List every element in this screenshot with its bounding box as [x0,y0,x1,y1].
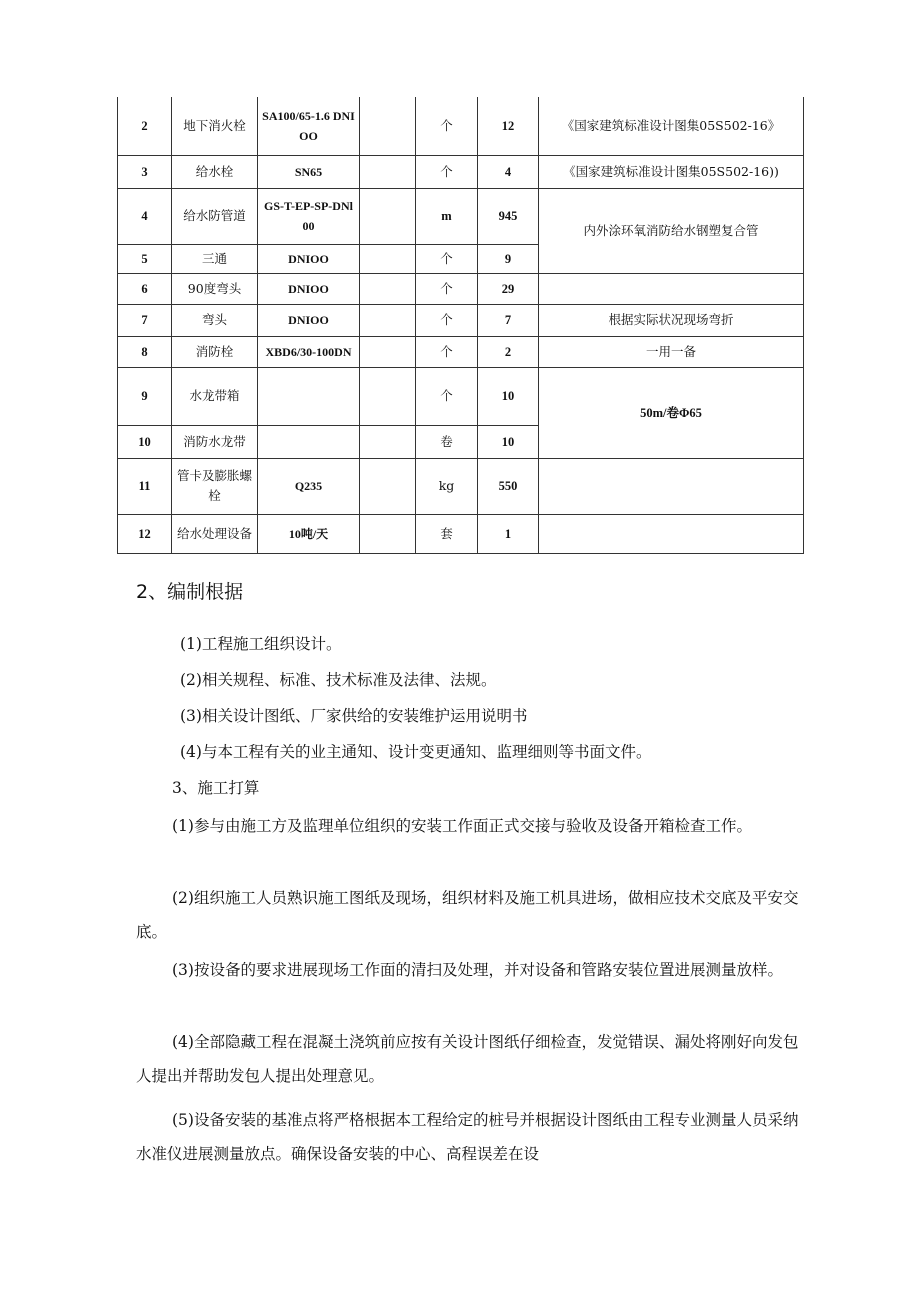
row-no: 5 [118,244,172,273]
row-no: 6 [118,273,172,304]
list-item: (3)按设备的要求进展现场工作面的清扫及处理，并对设备和管路安装位置进展测量放样。 [172,961,783,979]
row-unit: 个 [416,273,478,304]
list-item: (4)全部隐藏工程在混凝土浇筑前应按有关设计图纸仔细检查，发觉错误、漏处将刚好向发包人提出并帮助发包人提出处理意见。 [136,1033,799,1085]
table-row [118,458,804,514]
row-name: 管卡及膨胀螺栓 [172,458,258,514]
row-qty: 4 [478,155,539,188]
row-no: 2 [118,97,172,155]
row-empty [360,244,416,273]
row-spec: SA100/65-1.6 DNIOO [258,97,360,155]
row-empty [360,367,416,425]
row-empty [360,425,416,458]
table-row [118,514,804,553]
row-no: 7 [118,304,172,336]
row-name: 弯头 [172,304,258,336]
row-name: 地下消火栓 [172,97,258,155]
table-row [118,273,804,304]
row-spec: GS-T-EP-SP-DNl 00 [258,188,360,244]
row-spec: Q235 [258,458,360,514]
row-note [539,514,804,553]
list-item: (2)组织施工人员熟识施工图纸及现场，组织材料及施工机具进场，做相应技术交底及平安交底。 [136,889,799,941]
row-no: 3 [118,155,172,188]
row-name: 三通 [172,244,258,273]
row-qty: 10 [478,367,539,425]
row-no: 11 [118,458,172,514]
row-spec: DNIOO [258,244,360,273]
table-row [118,367,804,425]
row-unit: m [416,188,478,244]
row-unit: 个 [416,97,478,155]
row-unit: 个 [416,336,478,367]
row-unit: 套 [416,514,478,553]
row-note [539,458,804,514]
row-note: 内外涂环氧消防给水钢塑复合管 [539,188,804,273]
row-name: 消防栓 [172,336,258,367]
row-spec: XBD6/30-100DN [258,336,360,367]
row-no: 9 [118,367,172,425]
row-empty [360,155,416,188]
row-note: 根据实际状况现场弯折 [539,304,804,336]
row-qty: 9 [478,244,539,273]
row-no: 12 [118,514,172,553]
list-item: (4)与本工程有关的业主通知、设计变更通知、监理细则等书面文件。 [180,743,652,761]
row-spec: 10吨/天 [258,514,360,553]
row-unit: 卷 [416,425,478,458]
row-qty: 12 [478,97,539,155]
equipment-table [117,97,804,554]
row-name: 给水处理设备 [172,514,258,553]
row-note: 《国家建筑标准设计图集05S502-16》 [539,97,804,155]
row-qty: 550 [478,458,539,514]
row-name: 消防水龙带 [172,425,258,458]
list-item: (1)参与由施工方及监理单位组织的安装工作面正式交接与验收及设备开箱检查工作。 [172,817,752,835]
row-note: 《国家建筑标准设计图集05S502-16)) [539,155,804,188]
row-qty: 945 [478,188,539,244]
row-name: 水龙带箱 [172,367,258,425]
row-empty [360,304,416,336]
row-unit: 个 [416,244,478,273]
section-heading: 3、施工打算 [172,779,260,797]
table-row [118,155,804,188]
row-unit: 个 [416,155,478,188]
row-name: 给水栓 [172,155,258,188]
row-qty: 7 [478,304,539,336]
row-empty [360,336,416,367]
list-item: (5)设备安装的基准点将严格根据本工程给定的桩号并根据设计图纸由工程专业测量人员采纳水准仪进展测量放点。确保设备安装的中心、高程误差在设 [136,1111,799,1163]
list-item: (1)工程施工组织设计。 [180,635,342,653]
list-item: (2)相关规程、标准、技术标准及法律、法规。 [180,671,497,689]
row-note [539,273,804,304]
row-unit: 个 [416,367,478,425]
row-qty: 2 [478,336,539,367]
row-name: 给水防管道 [172,188,258,244]
table-row [118,304,804,336]
list-item: (3)相关设计图纸、厂家供给的安装维护运用说明书 [180,707,528,725]
row-unit: kg [416,458,478,514]
row-qty: 29 [478,273,539,304]
row-no: 4 [118,188,172,244]
row-spec [258,425,360,458]
row-note: 一用一备 [539,336,804,367]
row-spec [258,367,360,425]
row-spec: DNIOO [258,273,360,304]
table-row [118,336,804,367]
row-spec: SN65 [258,155,360,188]
row-empty [360,97,416,155]
row-qty: 10 [478,425,539,458]
row-unit: 个 [416,304,478,336]
row-no: 10 [118,425,172,458]
row-name: 90度弯头 [172,273,258,304]
row-empty [360,458,416,514]
row-empty [360,273,416,304]
row-empty [360,514,416,553]
table-row [118,97,804,155]
table-row [118,188,804,244]
section-heading: 2、编制根据 [136,581,244,603]
row-empty [360,188,416,244]
row-spec: DNIOO [258,304,360,336]
row-note: 50m/卷Φ65 [539,367,804,458]
row-qty: 1 [478,514,539,553]
row-no: 8 [118,336,172,367]
